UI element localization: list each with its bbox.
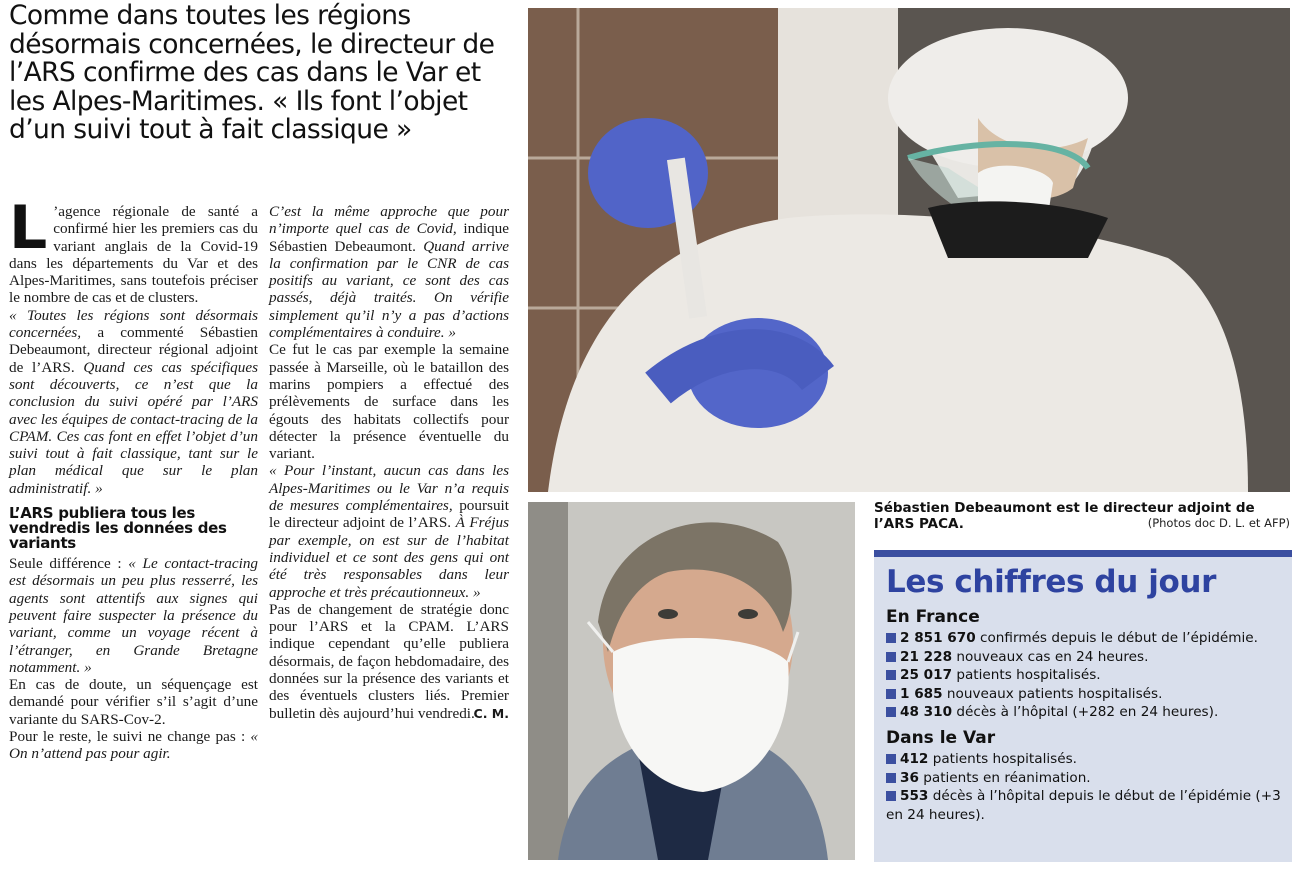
stats-box [874, 550, 1292, 862]
quote: « Le contact-tracing est désormais un peu plus resserré, les agents sont attentifs aux signes qui peuvent faire suspecter la présence du variant, comme un voyage récent à l’étranger, en Grande Bretagne notamment. » [9, 555, 259, 676]
quote: « On n’attend pas pour agir. [9, 728, 258, 763]
paragraph [9, 307, 258, 497]
paragraph: Ce fut le cas par exemple la semaine passée à Marseille, où le bataillon des marins pompiers a effectué des prélèvements de surface dans les égouts des habitats collectifs pour détecter la présence éventuelle du variant. [269, 341, 509, 463]
subheading: L’ARS publiera tous les vendredis les données des variants [9, 504, 227, 553]
author-signature: C. M. [473, 705, 509, 721]
stat-number: 48 310 [900, 704, 953, 721]
portrait-photo [528, 502, 855, 860]
photo-caption: Sébastien Debeaumont est le directeur adjoint de l’ARS PACA. [874, 500, 1255, 532]
stat-text: patients en réanimation. [918, 769, 1091, 786]
stat-item [886, 629, 1292, 648]
stat-text: patients hospitalisés. [928, 750, 1077, 767]
bullet-square-icon [886, 652, 896, 662]
stat-item [886, 666, 1292, 685]
paragraph-text: a commenté Sébastien Debeaumont, directeur régional adjoint de l’ARS. [9, 324, 258, 376]
portrait-illustration [528, 502, 855, 860]
drop-cap: L [9, 193, 48, 263]
stat-text: confirmés depuis le début de l’épidémie. [975, 630, 1258, 646]
lab-worker-photo [528, 8, 1290, 492]
bullet-square-icon [886, 754, 896, 764]
france-stats-list [874, 629, 1292, 722]
paragraph-text: ’agence régionale de santé a confirmé hier les premiers cas du variant anglais de la Covid-19 dans les départements du Var et des Alpes-Maritimes, sans toutefois préciser le nombre de cas et de clusters. [9, 203, 258, 307]
stat-number: 412 [900, 750, 929, 767]
stat-item [886, 787, 1292, 824]
stat-number: 25 017 [900, 667, 953, 684]
var-heading: Dans le Var [886, 727, 996, 748]
stat-text: nouveaux patients hospitalisés. [942, 685, 1163, 702]
article-column-1 [9, 193, 259, 763]
stat-text: nouveaux cas en 24 heures. [952, 648, 1149, 665]
bullet-square-icon [886, 689, 896, 699]
stat-text: décès à l’hôpital (+282 en 24 heures). [952, 704, 1219, 721]
stat-item [886, 769, 1292, 788]
headline: Comme dans toutes les régions désormais concernées, le directeur de l’ARS confirme des cas dans le Var et les Alpes-Maritimes. « Ils font l’objet d’un suivi tout à fait classique » [9, 0, 495, 145]
bullet-square-icon [886, 773, 896, 783]
stat-item [886, 750, 1292, 769]
paragraph: Pas de changement de stratégie donc pour l’ARS et la CPAM. L’ARS indique cependant qu’elle publiera désormais, de façon hebdomadaire, des données sur la présence des variants et des éventuels clusters liés. Premier bulletin dès aujourd’hui vendredi. [269, 600, 509, 722]
bullet-square-icon [886, 707, 896, 717]
paragraph [269, 462, 509, 600]
article-column-2 [269, 203, 509, 722]
bullet-square-icon [886, 670, 896, 680]
paragraph-text: indique Sébastien Debeaumont. [269, 220, 509, 255]
stat-number: 1 685 [900, 685, 943, 702]
paragraph-text: poursuit le directeur adjoint de l’ARS. [269, 497, 509, 532]
stat-text: décès à l’hôpital depuis le début de l’épidémie (+3 en 24 heures). [886, 788, 1281, 823]
stat-number: 553 [900, 788, 929, 805]
paragraph [9, 193, 258, 307]
quote: « Pour l’instant, aucun cas dans les Alpes-Maritimes ou le Var n’a requis de mesures complémentaires, [269, 462, 509, 515]
stat-number: 36 [900, 769, 919, 786]
stat-item [886, 648, 1292, 667]
quote: C’est la même approche que pour n’importe quel cas de Covid, [269, 203, 509, 238]
stats-title: Les chiffres du jour [886, 564, 1216, 600]
bullet-square-icon [886, 791, 896, 801]
stat-item [886, 703, 1292, 722]
paragraph [9, 728, 258, 763]
stat-number: 21 228 [900, 648, 953, 665]
paragraph-text: Seule différence : [9, 555, 129, 573]
quote: À Fréjus par exemple, on est sur de l’habitat individuel et ce sont des gens qui ont été très responsables dans leur approche et très précautionneux. » [269, 514, 509, 601]
paragraph: En cas de doute, un séquençage est demandé pour vérifier s’il s’agit d’une variante du SARS-Cov-2. [9, 676, 258, 728]
photo-credit: (Photos doc D. L. et AFP) [1147, 516, 1290, 530]
paragraph [269, 203, 509, 341]
stat-number: 2 851 670 [900, 630, 976, 646]
stat-item [886, 685, 1292, 704]
var-stats-list [874, 750, 1292, 824]
lab-worker-illustration [528, 8, 1290, 492]
quote: Quand ces cas spécifiques sont découverts, ce n’est que la conclusion du suivi opéré par l’ARS avec les équipes de contact-tracing de la CPAM. Ces cas font en effet l’objet d’un suivi tout à fait classique, tant sur le plan médical que sur le plan administratif. » [9, 358, 259, 497]
paragraph [9, 555, 258, 676]
stat-text: patients hospitalisés. [952, 667, 1101, 684]
paragraph-text: Pour le reste, le suivi ne change pas : [9, 728, 251, 746]
france-heading: En France [886, 607, 980, 627]
quote: Quand arrive la confirmation par le CNR de cas positifs au variant, ce sont des cas passés, déjà traités. On vérifie simplement qu’il n’y a pas d’actions complémentaires à conduire. » [269, 237, 509, 342]
quote: « Toutes les régions sont désormais concernées, [9, 306, 258, 342]
bullet-square-icon [886, 633, 896, 643]
